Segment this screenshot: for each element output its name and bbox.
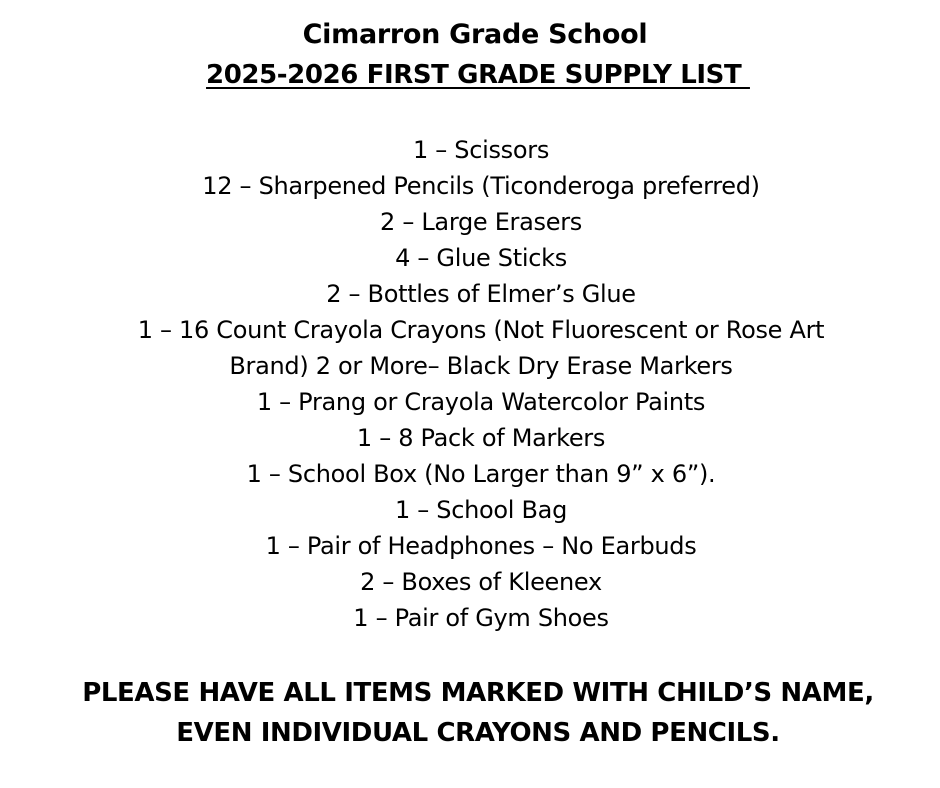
marking-notice-line: EVEN INDIVIDUAL CRAYONS AND PENCILS. [176,718,780,748]
supply-line: 2 – Bottles of Elmer’s Glue [326,280,636,308]
marking-notice-line: PLEASE HAVE ALL ITEMS MARKED WITH CHILD’S NAME, [82,678,874,708]
supply-line: 2 – Large Erasers [380,208,582,236]
supply-line: 1 – 16 Count Crayola Crayons (Not Fluorescent or Rose Art [137,316,825,344]
supply-list [0,132,940,636]
supply-line: 12 – Sharpened Pencils (Ticonderoga preferred) [202,172,760,200]
supply-line: 1 – School Bag [394,496,568,524]
supply-line: 1 – 8 Pack of Markers [356,424,606,452]
supply-line: 1 – Pair of Gym Shoes [353,604,609,632]
supply-line: 1 – Scissors [412,136,550,164]
supply-line: 1 – School Box (No Larger than 9” x 6”). [246,460,716,488]
supply-line: Brand) 2 or More– Black Dry Erase Markers [229,352,733,380]
supply-line: 4 – Glue Sticks [395,244,567,272]
marking-notice [0,673,940,753]
supply-line: 1 – Prang or Crayola Watercolor Paints [256,388,706,416]
supply-line: 2 – Boxes of Kleenex [360,568,602,596]
school-name: Cimarron Grade School [302,19,648,50]
supply-list-title: 2025-2026 FIRST GRADE SUPPLY LIST [206,60,750,90]
supply-line: 1 – Pair of Headphones – No Earbuds [265,532,697,560]
